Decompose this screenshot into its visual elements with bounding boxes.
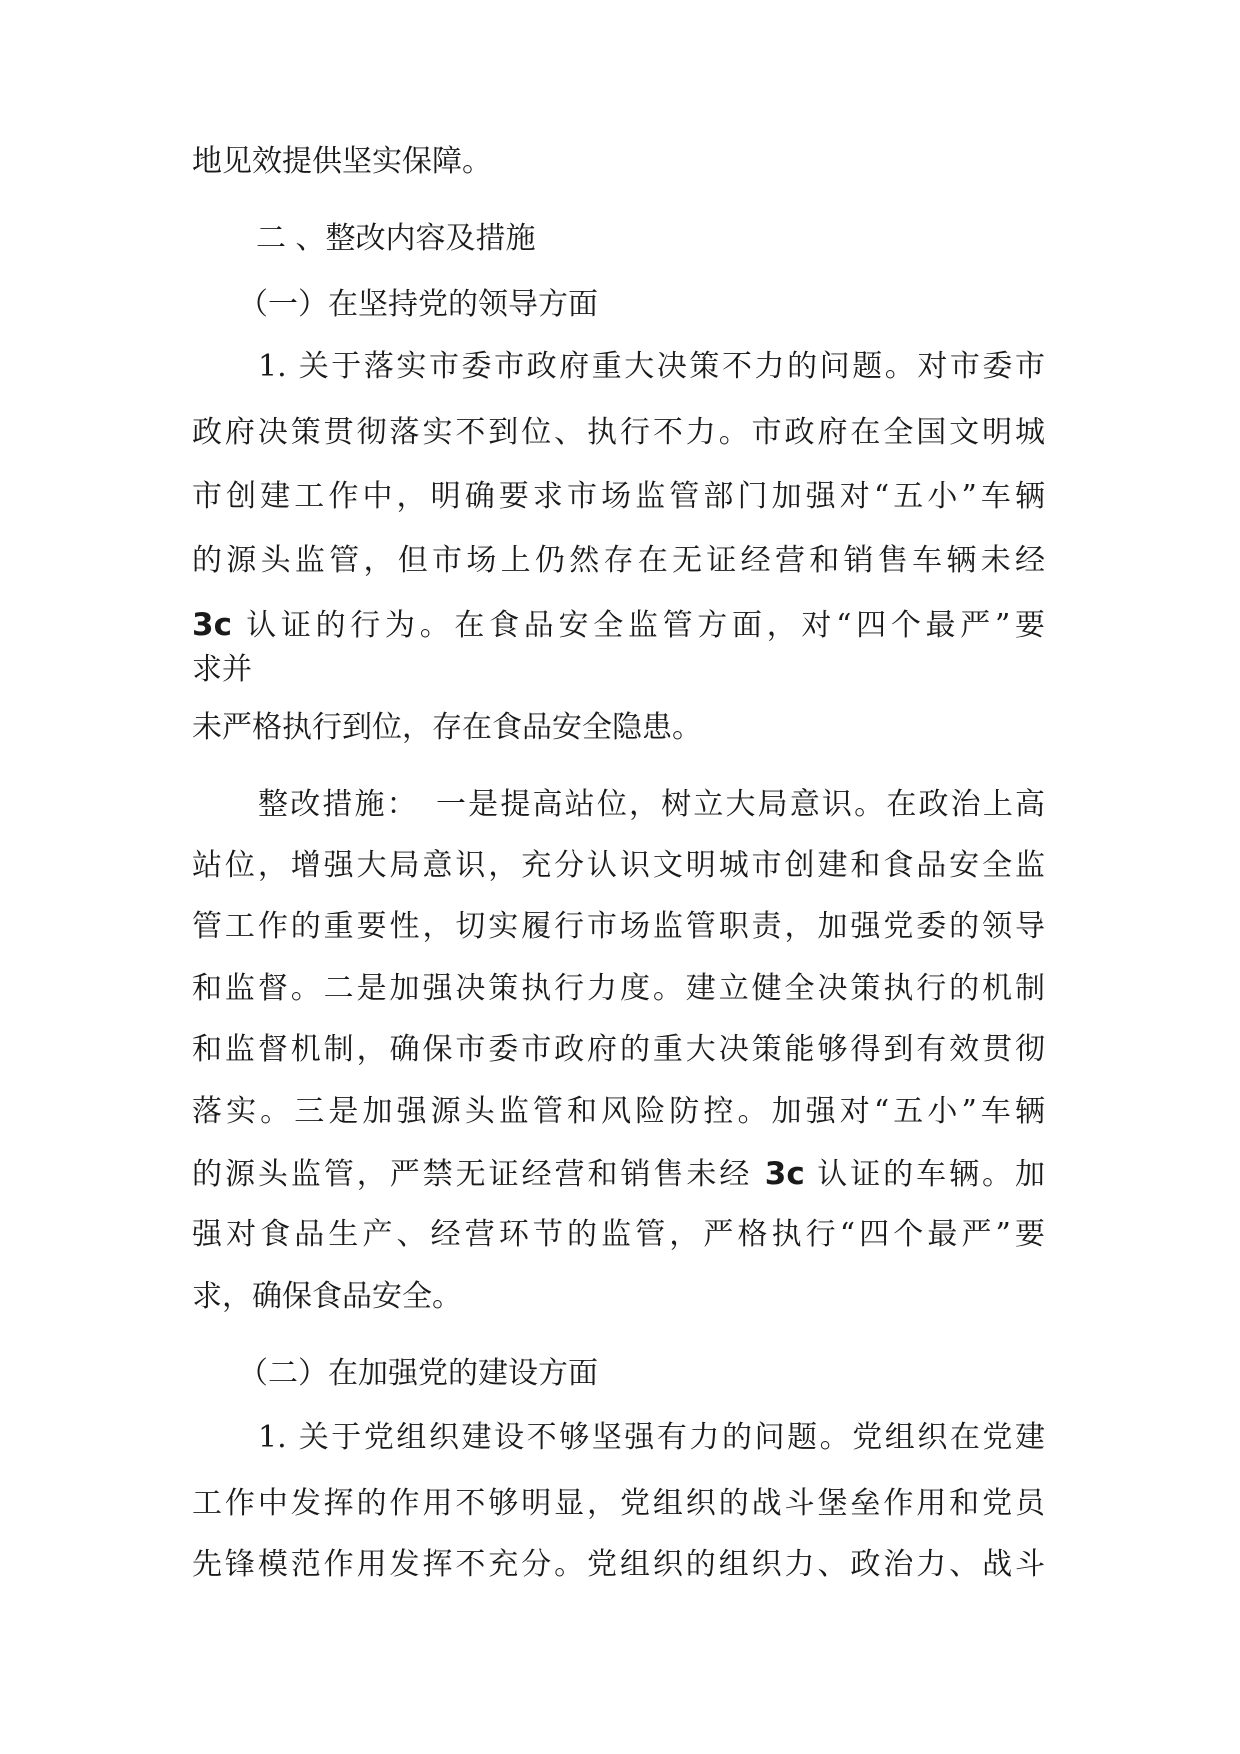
measures-line-7-text-a: 的源头监管，严禁无证经营和销售未经 xyxy=(192,1157,765,1192)
certification-code: 3c xyxy=(192,607,232,643)
measures-line-8: 强对食品生产、经营环节的监管，严格执行“四个最严”要 xyxy=(192,1217,1045,1252)
subsection-heading-2: （二）在加强党的建设方面 xyxy=(238,1356,598,1391)
section-heading: 二 、整改内容及措施 xyxy=(256,221,536,256)
paragraph-1-line-3: 市创建工作中，明确要求市场监管部门加强对“五小”车辆 xyxy=(192,479,1045,514)
paragraph-1-line-5 xyxy=(192,605,1045,645)
measures-line-4: 和监督。二是加强决策执行力度。建立健全决策执行的机制 xyxy=(192,971,1045,1006)
measures-line-7-text-b: 认证的车辆。加 xyxy=(804,1157,1045,1192)
paragraph-2-line-3: 先锋模范作用发挥不充分。党组织的组织力、政治力、战斗 xyxy=(192,1547,1045,1582)
paragraph-1-line-7: 未严格执行到位，存在食品安全隐患。 xyxy=(192,710,702,745)
measures-line-7 xyxy=(192,1154,1045,1194)
measures-line-5: 和监督机制，确保市委市政府的重大决策能够得到有效贯彻 xyxy=(192,1032,1045,1067)
paragraph-2-line-2: 工作中发挥的作用不够明显，党组织的战斗堡垒作用和党员 xyxy=(192,1486,1045,1521)
measures-line-2: 站位，增强大局意识，充分认识文明城市创建和食品安全监 xyxy=(192,848,1045,883)
subsection-heading-1: （一）在坚持党的领导方面 xyxy=(238,287,598,322)
measures-line-1: 整改措施： 一是提高站位，树立大局意识。在政治上高 xyxy=(258,787,1045,822)
measures-line-6: 落实。三是加强源头监管和风险防控。加强对“五小”车辆 xyxy=(192,1094,1045,1129)
paragraph-1-line-6: 求并 xyxy=(192,652,252,687)
paragraph-1-line-4: 的源头监管，但市场上仍然存在无证经营和销售车辆未经 xyxy=(192,543,1045,578)
measures-line-3: 管工作的重要性，切实履行市场监管职责，加强党委的领导 xyxy=(192,909,1045,944)
paragraph-1-line-5-text: 认证的行为。在食品安全监管方面，对“四个最严”要 xyxy=(231,608,1045,643)
paragraph-1-line-2: 政府决策贯彻落实不到位、执行不力。市政府在全国文明城 xyxy=(192,415,1045,450)
paragraph-1-line-1: 1. 关于落实市委市政府重大决策不力的问题。对市委市 xyxy=(258,349,1045,384)
certification-code: 3c xyxy=(764,1156,805,1192)
paragraph-2-line-1: 1. 关于党组织建设不够坚强有力的问题。党组织在党建 xyxy=(258,1420,1045,1455)
measures-line-9: 求，确保食品安全。 xyxy=(192,1279,462,1314)
continuation-line: 地见效提供坚实保障。 xyxy=(192,144,492,179)
